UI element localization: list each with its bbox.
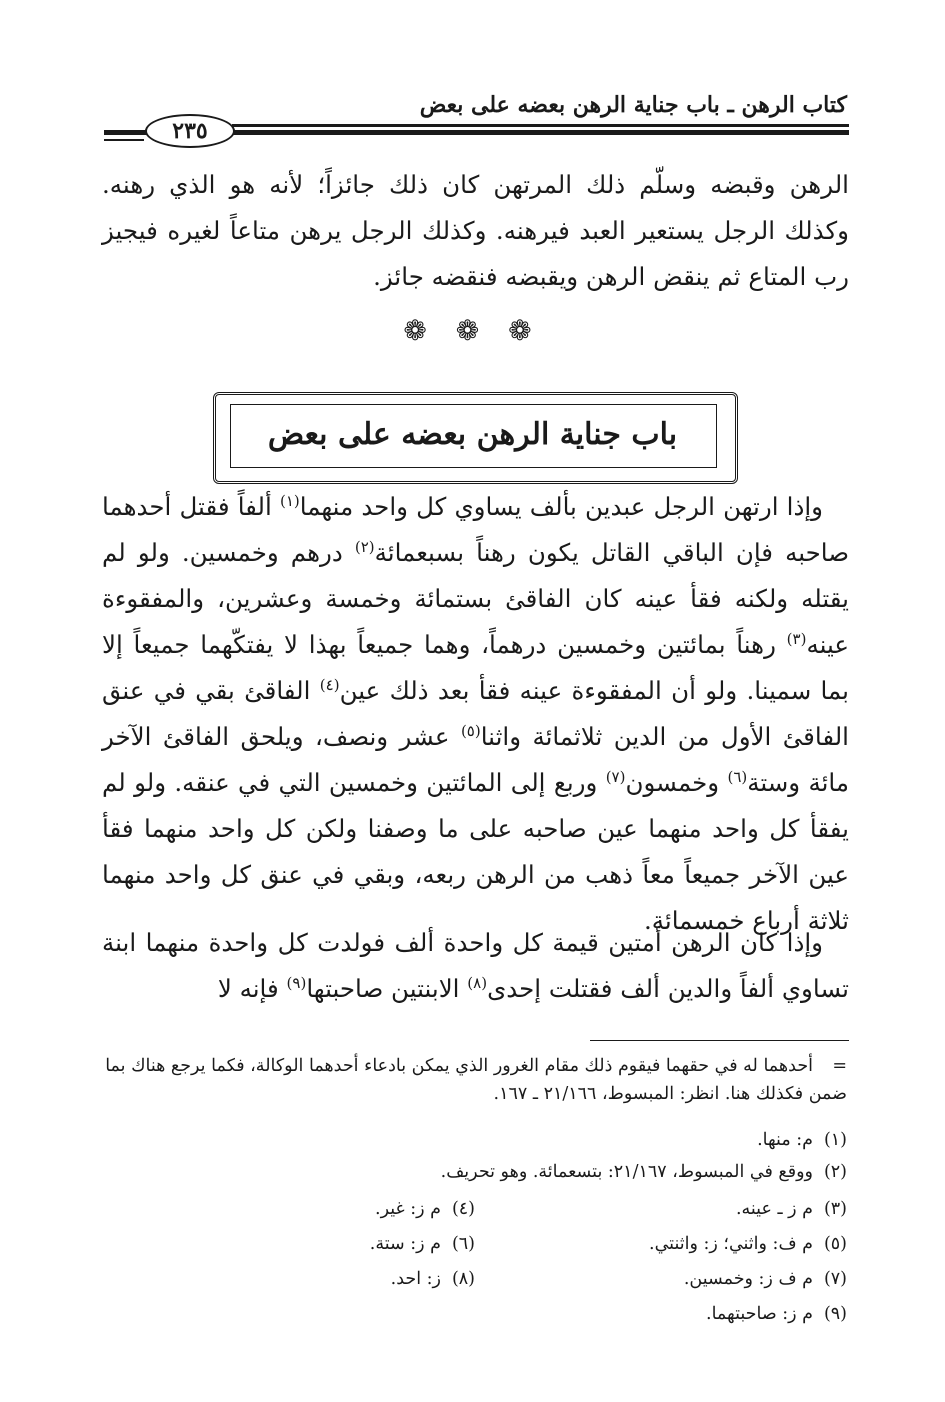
footnote-5	[649, 1234, 847, 1254]
footnote-7	[684, 1269, 847, 1289]
footnote-6	[370, 1234, 475, 1254]
footnote-number: (٤)	[451, 1199, 475, 1219]
footnote-ref: (٧)	[605, 767, 626, 786]
footnote-3	[736, 1199, 847, 1219]
footnote-number: (٢)	[823, 1162, 847, 1182]
running-header: كتاب الرهن ـ باب جناية الرهن بعضه على بعض	[419, 92, 847, 118]
main-paragraph-1	[102, 484, 849, 944]
footnote-8	[391, 1269, 475, 1289]
footnote-text: م: منها.	[757, 1130, 813, 1150]
footnote-number: (٨)	[451, 1269, 475, 1289]
footnote-2	[441, 1162, 847, 1182]
footnote-1	[757, 1130, 847, 1150]
intro-paragraph: الرهن وقبضه وسلّم ذلك المرتهن كان ذلك جائزاً؛ لأنه هو الذي رهنه. وكذلك الرجل يستعير العبد فيرهنه. وكذلك الرجل يرهن متاعاً لغيره فيجيز رب المتاع ثم ينقض الرهن ويقبضه فنقضه جائز.	[102, 170, 849, 291]
header-rule-tail	[104, 139, 144, 141]
footnote-continuation	[100, 1052, 847, 1108]
text-run: وربع إلى المائتين وخمسين التي في عنقه. ولو لم يفقأ كل واحد منهما عين صاحبه على ما وصفنا ولكن كل واحد منهما فقأ عين الآخر جميعاً معاً ذهب من الرهن ربعه، وبقي في عنق كل واحد منهما ثلاثة أرباع خمسمائة.	[102, 768, 849, 935]
footnote-text: م ز: ستة.	[369, 1234, 441, 1254]
page-number: ٢٣٥	[145, 114, 235, 148]
text-run: الفاقئ بقي في عنق الفاقئ الأول من الدين ثلاثمائة واثنا	[102, 676, 849, 751]
footnote-text: م ف ز: وخمسين.	[683, 1269, 813, 1289]
footnote-text: ووقع في المبسوط، ٢١/١٦٧: بتسعمائة. وهو تحريف.	[440, 1162, 813, 1182]
footnote-number: (٧)	[823, 1269, 847, 1289]
footnote-ref: (٢)	[354, 537, 375, 556]
footnote-ref: (١)	[279, 491, 300, 510]
footnote-text: م ز: صاحبتهما.	[706, 1304, 813, 1324]
continuation-marker: =	[832, 1056, 847, 1076]
footnote-number: (٣)	[823, 1199, 847, 1219]
footnote-separator	[590, 1040, 849, 1041]
text-run: عشر ونصف، ويلحق الفاقئ الآخر مائة وستة	[102, 722, 849, 797]
footnote-ref: (٩)	[286, 973, 307, 992]
footnote-number: (١)	[823, 1130, 847, 1150]
footnote-ref: (٤)	[319, 675, 340, 694]
footnote-ref: (٣)	[786, 629, 807, 648]
footnote-9	[706, 1304, 847, 1324]
footnote-number: (٥)	[823, 1234, 847, 1254]
footnote-text: ز: احد.	[390, 1269, 441, 1289]
footnote-text: م ف: واثني؛ ز: واثنتي.	[649, 1234, 813, 1254]
text-run: ألفاً فقتل أحدهما صاحبه فإن الباقي القاتل يكون رهناً بسبعمائة	[102, 492, 850, 567]
text-run: الابنتين صاحبتها	[306, 974, 468, 1003]
footnote-ref: (٨)	[467, 973, 488, 992]
header-rule	[232, 124, 849, 127]
footnote-text: م ز: غير.	[375, 1199, 441, 1219]
text-run: درهم وخمسين. ولو لم يقتله ولكنه فقأ عينه كان الفاقئ بستمائة وخمسة وعشرين، والمفقوءة عينه	[102, 538, 849, 659]
text-run: وإذا ارتهن الرجل عبدين بألف يساوي كل واحد منهما	[299, 492, 823, 521]
text-run: رهناً بمائتين وخمسين درهماً، وهما جميعاً بهذا لا يفتكّهما جميعاً إلا بما سمينا. ولو أن المفقوءة عينه فقأ بعد ذلك عين	[102, 630, 849, 705]
text-run: وإذا كان الرهن أمتين قيمة كل واحدة ألف فولدت كل واحدة منهما ابنة تساوي ألفاً والدين ألف فقتلت إحدى	[102, 928, 849, 1003]
footnote-ref: (٦)	[727, 767, 748, 786]
footnote-number: (٩)	[823, 1304, 847, 1324]
continuation-text: أحدهما له في حقهما فيقوم ذلك مقام الغرور الذي يمكن بادعاء أحدهما الوكالة، فكما يرجع هناك بما ضمن فكذلك هنا. انظر: المبسوط، ٢١/١٦٦ ـ ١٦٧.	[105, 1056, 847, 1104]
main-paragraph-2	[102, 920, 849, 1012]
footnote-4	[375, 1199, 475, 1219]
chapter-title: باب جناية الرهن بعضه على بعض	[267, 417, 678, 452]
separator-ornament: ❁ ❁ ❁	[403, 314, 542, 347]
text-run: وخمسون	[625, 768, 728, 797]
footnote-text: م ز ـ عينه.	[735, 1199, 813, 1219]
footnote-number: (٦)	[451, 1234, 475, 1254]
text-run: فإنه لا	[217, 974, 287, 1003]
footnote-ref: (٥)	[460, 721, 481, 740]
